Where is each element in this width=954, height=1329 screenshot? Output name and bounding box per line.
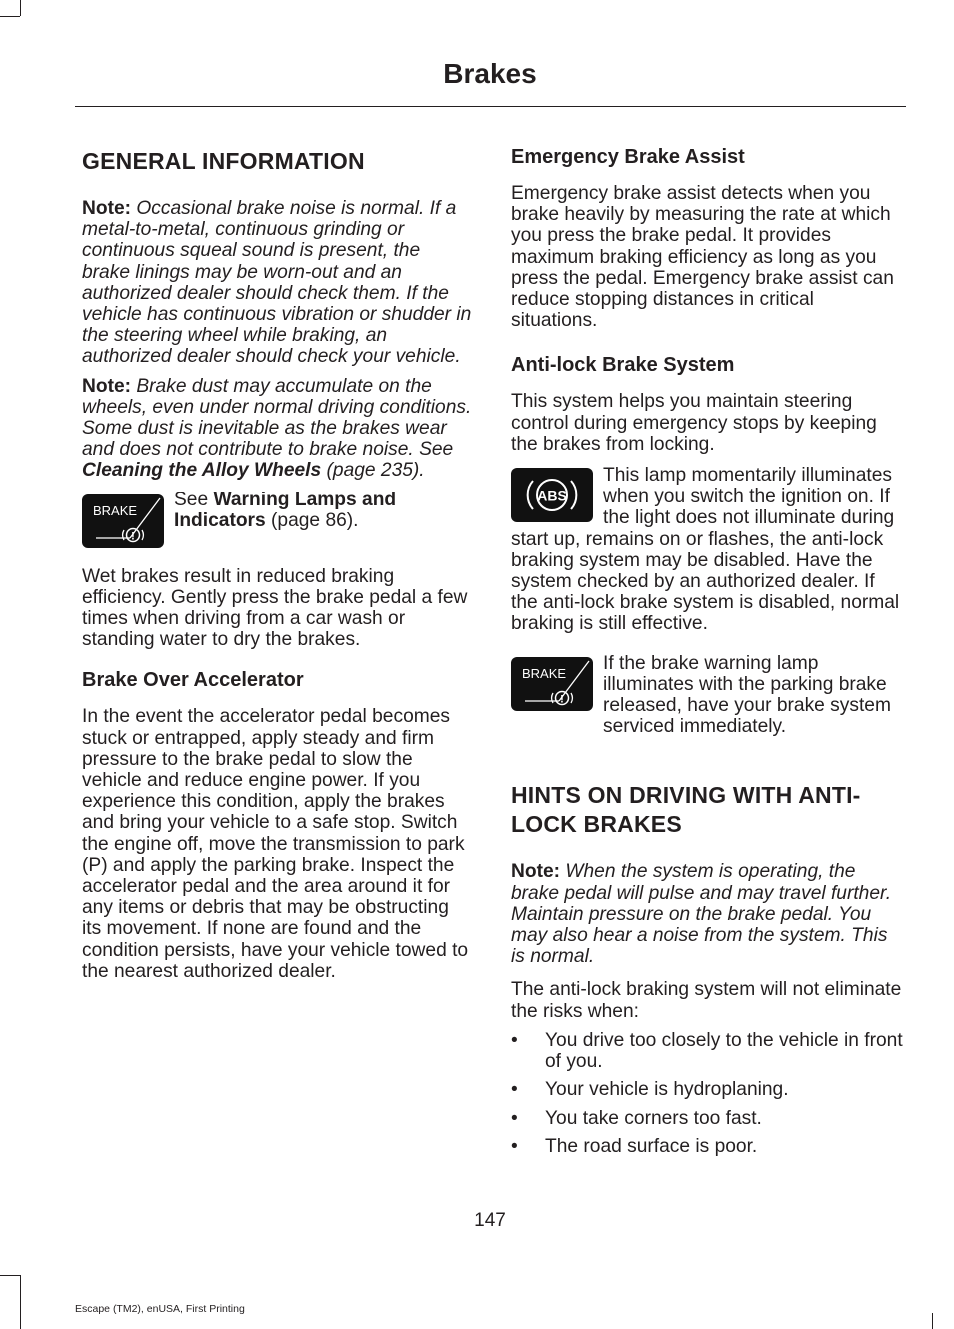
note-brake-dust	[82, 376, 472, 482]
list-item-text: You take corners too fast.	[545, 1107, 762, 1129]
brake-icon-label: BRAKE	[522, 665, 567, 681]
crop-mark	[932, 1313, 933, 1329]
see-text: See	[174, 491, 214, 510]
emergency-brake-assist-paragraph: Emergency brake assist detects when you brake heavily by measuring the rate at which you press the brake pedal. It provides maximum braking efficiency as long as you press the pedal. Emergency brake assist can reduce stopping distances in critical situations.	[511, 183, 894, 332]
list-item	[511, 1108, 903, 1129]
note-system-operating	[511, 861, 903, 967]
emergency-brake-assist-heading: Emergency Brake Assist	[511, 146, 745, 168]
bullet: •	[511, 1135, 518, 1157]
warning-lamps-link[interactable]: Warning Lamps and Indicators	[174, 491, 397, 531]
general-information-heading: GENERAL INFORMATION	[82, 148, 365, 174]
note-text: When the system is operating, the brake pedal will pulse and may travel further. Maintain pressure on the brake pedal. You may also hear a noise from the system. This is normal.	[511, 861, 892, 968]
cleaning-alloy-wheels-link[interactable]: Cleaning the Alloy Wheels	[82, 460, 322, 482]
crop-mark	[20, 1275, 21, 1329]
brake-over-accelerator-paragraph: In the event the accelerator pedal becomes stuck or entrapped, apply steady and firm pressure to the brake pedal to slow the vehicle and reduce engine power. If you experience this condition, apply the brakes and bring your vehicle to a safe stop. Switch the engine off, move the transmission to park (P) and apply the parking brake. Inspect the accelerator pedal and the area around it for any items or debris that may be obstructing its movement. If none are found and the condition persists, have your vehicle towed to the nearest authorized dealer.	[82, 706, 469, 982]
list-item-text: The road surface is poor.	[545, 1135, 758, 1157]
crop-mark	[20, 0, 21, 16]
note-text: Brake dust may accumulate on the wheels, even under normal driving conditions. Some dust is inevitable as the brakes wear and does not contribute to brake noise. See	[82, 375, 472, 461]
anti-lock-brake-system-heading: Anti-lock Brake System	[511, 354, 735, 377]
bullet: •	[511, 1029, 518, 1051]
page-reference: (page 86).	[265, 509, 359, 531]
brake-icon-label: BRAKE	[93, 502, 138, 518]
page-title: Brakes	[443, 58, 537, 89]
svg-text:!: !	[560, 693, 564, 706]
list-item	[511, 1030, 903, 1072]
right-column	[511, 145, 903, 1164]
brake-lamp-row	[511, 655, 903, 746]
abs-lamp-row	[511, 467, 903, 643]
footer-text: Escape (TM2), enUSA, First Printing	[75, 1303, 245, 1315]
note-brake-noise	[82, 198, 472, 368]
brake-warning-icon	[82, 494, 164, 548]
brake-warning-icon	[511, 657, 593, 711]
crop-mark	[0, 1275, 20, 1276]
abs-warning-icon	[511, 468, 593, 522]
list-item-text: You drive too closely to the vehicle in front of you.	[545, 1029, 903, 1073]
abs-icon-label: ABS	[537, 487, 567, 504]
left-column	[82, 145, 472, 990]
abs-lamp-paragraph: This lamp momentarily illuminates when you switch the ignition on. If the light does not illuminate during start up, remains on or flashes, the anti-lock braking system may be disabled. Have the system checked by an authorized dealer. If the anti-lock brake system is disabled, normal braking is still effective.	[511, 467, 900, 635]
note-label: Note:	[511, 861, 561, 883]
list-item	[511, 1136, 903, 1157]
brake-lamp-paragraph: If the brake warning lamp illuminates with the parking brake released, have your brake system serviced immediately.	[603, 654, 891, 738]
page-reference: (page 235).	[321, 460, 425, 482]
crop-mark	[0, 16, 20, 17]
svg-text:!: !	[131, 530, 135, 543]
bullet: •	[511, 1107, 518, 1129]
list-item-text: Your vehicle is hydroplaning.	[545, 1079, 789, 1101]
hints-anti-lock-heading: HINTS ON DRIVING WITH ANTI-LOCK BRAKES	[511, 782, 861, 838]
note-text: Occasional brake noise is normal. If a metal-to-metal, continuous grinding or continuous squeal sound is present, the brake linings may be worn-out and an authorized dealer should check them. If the vehicle has continuous vibration or shudder in the steering wheel while braking, an authorized dealer should check your vehicle.	[82, 198, 472, 368]
bullet: •	[511, 1079, 518, 1101]
brake-over-accelerator-heading: Brake Over Accelerator	[82, 669, 304, 692]
header-rule	[75, 106, 906, 107]
page-number: 147	[474, 1210, 506, 1231]
warning-lamps-see-row	[82, 492, 472, 554]
risks-paragraph: The anti-lock braking system will not eliminate the risks when:	[511, 979, 902, 1022]
note-label: Note:	[82, 198, 132, 219]
risks-list	[511, 1030, 903, 1157]
anti-lock-intro-paragraph: This system helps you maintain steering control during emergency stops by keeping the brakes from locking.	[511, 391, 877, 455]
list-item	[511, 1079, 903, 1100]
note-label: Note:	[82, 375, 132, 397]
wet-brakes-paragraph: Wet brakes result in reduced braking efficiency. Gently press the brake pedal a few times when driving from a car wash or standing water to dry the brakes.	[82, 565, 468, 651]
